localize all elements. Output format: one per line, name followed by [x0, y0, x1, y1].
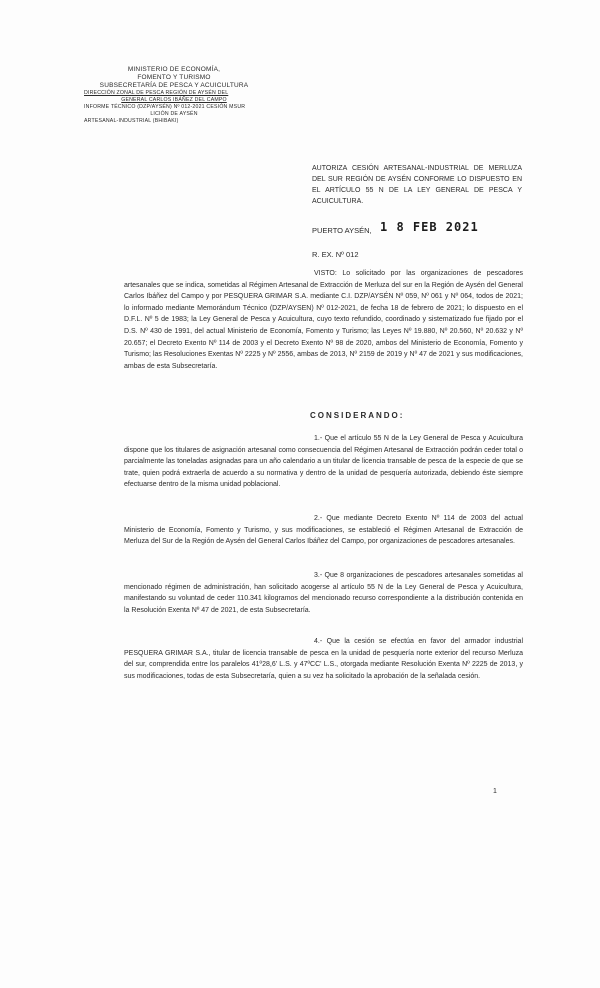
report-line-2: LICIÓN DE AYSÉN [150, 111, 198, 117]
region-line: GENERAL CARLOS IBÁÑEZ DEL CAMPO [121, 97, 227, 103]
page-number: 1 [493, 788, 497, 795]
ministry-line: MINISTERIO DE ECONOMÍA, [127, 66, 221, 73]
considerando-heading: CONSIDERANDO: [310, 411, 405, 420]
considerando-1: 1.- Que el artículo 55 N de la Ley General de Pesca y Acuicultura dispone que los titulares de asignación artesanal como consecuencia del Régimen Artesanal de Extracción podrán ceder total o parcialmente las toneladas asignadas para un año calendario a un titular de licencia transable de pesca de la especie de que se trate, quien podrá extraerla de acuerdo a su normativa y dentro de la unidad de pesquería autorizada, debiendo éste siempre efectuarse dentro de la misma unidad poblacional. [124, 435, 523, 489]
subsecretaria-line: SUBSECRETARÍA DE PESCA Y ACUICULTURA [99, 82, 249, 89]
ministry-line-2: FOMENTO Y TURISMO [137, 74, 211, 81]
visto-paragraph: VISTO: Lo solicitado por las organizaciones de pescadores artesanales que se indica, sometidas al Régimen Artesanal de Extracción de Merluza del sur en la Región de Aysén del General Carlos Ibáñez del Campo y por PESQUERA GRIMAR S.A. mediante C.I. DZP/AYSÉN Nº 059, Nº 061 y Nº 064, todos de 2021; lo informado mediante Memorándum Técnico (DZP/AYSEN) Nº 012-2021, de fecha 18 de febrero de 2021; lo dispuesto en el D.F.L. Nº 5 de 1983; la Ley General de Pesca y Acuicultura, cuyo texto refundido, coordinado y sistematizado fue fijado por el D.S. Nº 430 de 1991, del actual Ministerio de Economía, Fomento y Turismo; las Leyes Nº 19.880, Nº 20.560, Nº 20.632 y Nº 20.657; el Decreto Exento Nº 114 de 2003 y el Decreto Exento Nº 98 de 2020, ambos del Ministerio de Economía, Fomento y Turismo; las Resoluciones Exentas Nº 2225 y Nº 2556, ambas de 2013, Nº 2159 de 2019 y Nº 47 de 2021 y sus modificaciones, ambas de esta Subsecretaría. [124, 270, 523, 370]
date-stamp: 1 8 FEB 2021 [380, 220, 479, 234]
considerando-2: 2.- Que mediante Decreto Exento Nº 114 de 2003 del actual Ministerio de Economía, Fomento y Turismo, y sus modificaciones, se estableció el Régimen Artesanal de Extracción de Merluza del Sur de la Región de Aysén del General Carlos Ibáñez del Campo, por organizaciones de pescadores artesanales. [124, 515, 523, 546]
report-line-3: ARTESANAL-INDUSTRIAL (BHIBAKI) [84, 118, 179, 124]
resolution-number: R. EX. Nº 012 [312, 250, 359, 259]
resolution-subject: AUTORIZA CESIÓN ARTESANAL-INDUSTRIAL DE MERLUZA DEL SUR REGIÓN DE AYSÉN CONFORME LO DISPUESTO EN EL ARTÍCULO 55 N DE LA LEY GENERAL DE PESCA Y ACUICULTURA. [312, 165, 522, 205]
considerando-4: 4.- Que la cesión se efectúa en favor del armador industrial PESQUERA GRIMAR S.A., titular de licencia transable de pesca en la unidad de pesquería norte exterior del recurso Merluza del sur, comprendida entre los paralelos 41º28,6' L.S. y 47ºCC' L.S., otorgada mediante Resolución Exenta Nº 2225 de 2013, y sus modificaciones, todas de esta Subsecretaría, quien a su vez ha solicitado la aprobación de la señalada cesión. [124, 638, 523, 680]
direction-line: DIRECCIÓN ZONAL DE PESCA REGIÓN DE AYSÉN DEL [84, 90, 229, 96]
letterhead [84, 66, 264, 125]
considerando-3: 3.- Que 8 organizaciones de pescadores artesanales sometidas al mencionado régimen de administración, han solicitado acogerse al artículo 55 N de la Ley General de Pesca y Acuicultura, manifestando su voluntad de ceder 110.341 kilogramos del mencionado recurso correspondiente a la distribución contenida en la Resolución Exenta Nº 47 de 2021, de esta Subsecretaría. [124, 572, 523, 614]
place: PUERTO AYSÉN, [312, 226, 372, 235]
report-line: INFORME TÉCNICO (DZP/AYSÉN) Nº 012-2021 CESIÓN MSUR [84, 104, 246, 110]
